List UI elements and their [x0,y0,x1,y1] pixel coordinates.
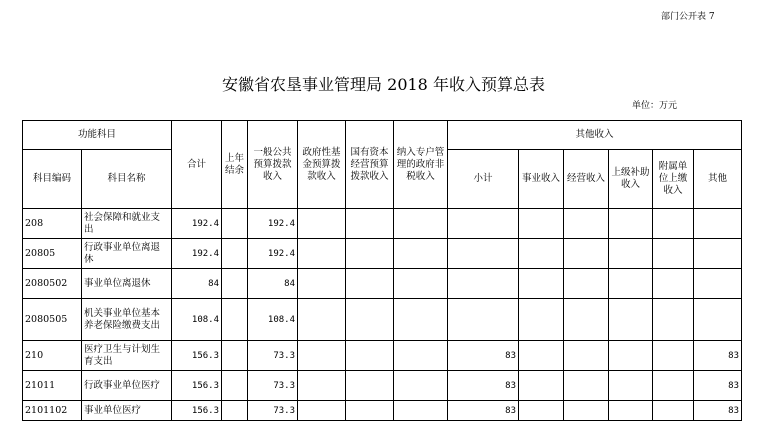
cell-gov-fund [298,269,346,299]
cell-subsidiary [653,239,694,269]
cell-subsidiary [653,401,694,421]
cell-state-capital [346,239,394,269]
cell-business [519,209,564,239]
cell-superior [609,269,653,299]
table-row [23,269,742,299]
cell-total: 156.3 [172,341,222,371]
cell-subtotal [448,269,519,299]
cell-superior [609,401,653,421]
header-superior-subsidy: 上级补助收入 [609,150,653,209]
header-carryover: 上年结余 [222,121,248,209]
cell-general: 108.4 [248,299,298,341]
cell-other: 83 [694,341,742,371]
header-other-income: 其他收入 [448,121,742,150]
cell-superior [609,371,653,401]
cell-carryover [222,341,248,371]
header-operating-income: 经营收入 [564,150,609,209]
cell-code: 208 [23,209,82,239]
cell-code: 210 [23,341,82,371]
cell-code: 20805 [23,239,82,269]
header-special-fiscal: 纳入专户管理的政府非税收入 [394,121,448,209]
cell-code: 2101102 [23,401,82,421]
cell-carryover [222,209,248,239]
cell-gov-fund [298,209,346,239]
table-row [23,239,742,269]
cell-subtotal [448,209,519,239]
table-row [23,299,742,341]
cell-name: 事业单位医疗 [82,401,172,421]
cell-carryover [222,239,248,269]
cell-state-capital [346,371,394,401]
header-subject-code: 科目编码 [23,150,82,209]
cell-total: 156.3 [172,401,222,421]
cell-general: 84 [248,269,298,299]
cell-state-capital [346,299,394,341]
cell-other: 83 [694,401,742,421]
cell-special [394,371,448,401]
cell-special [394,341,448,371]
cell-general: 73.3 [248,401,298,421]
table-row [23,341,742,371]
cell-business [519,269,564,299]
cell-name: 行政事业单位医疗 [82,371,172,401]
cell-special [394,209,448,239]
table-row [23,209,742,239]
cell-operating [564,239,609,269]
cell-state-capital [346,341,394,371]
unit-label: 单位：万元 [632,101,678,111]
cell-subtotal: 83 [448,341,519,371]
cell-superior [609,341,653,371]
cell-subsidiary [653,341,694,371]
cell-code: 2080502 [23,269,82,299]
cell-total: 192.4 [172,239,222,269]
cell-other [694,209,742,239]
cell-gov-fund [298,371,346,401]
cell-subtotal: 83 [448,401,519,421]
cell-operating [564,371,609,401]
cell-total: 84 [172,269,222,299]
document-label: 部门公开表 7 [661,12,715,22]
cell-code: 2080505 [23,299,82,341]
cell-total: 156.3 [172,371,222,401]
cell-gov-fund [298,401,346,421]
cell-total: 108.4 [172,299,222,341]
cell-general: 73.3 [248,371,298,401]
header-general-budget: 一般公共预算拨款收入 [248,121,298,209]
cell-operating [564,341,609,371]
cell-total: 192.4 [172,209,222,239]
cell-subtotal [448,239,519,269]
cell-superior [609,239,653,269]
cell-state-capital [346,269,394,299]
cell-subsidiary [653,209,694,239]
header-total: 合计 [172,121,222,209]
cell-special [394,239,448,269]
cell-subsidiary [653,269,694,299]
cell-gov-fund [298,239,346,269]
cell-business [519,299,564,341]
cell-special [394,299,448,341]
cell-business [519,401,564,421]
header-state-capital: 国有资本经营预算拨款收入 [346,121,394,209]
cell-gov-fund [298,299,346,341]
cell-carryover [222,299,248,341]
cell-gov-fund [298,341,346,371]
cell-name: 社会保障和就业支出 [82,209,172,239]
header-subtotal: 小计 [448,150,519,209]
cell-other: 83 [694,371,742,401]
cell-special [394,401,448,421]
cell-code: 21011 [23,371,82,401]
cell-general: 73.3 [248,341,298,371]
cell-subtotal [448,299,519,341]
cell-business [519,239,564,269]
cell-name: 机关事业单位基本养老保险缴费支出 [82,299,172,341]
cell-subtotal: 83 [448,371,519,401]
cell-carryover [222,269,248,299]
cell-general: 192.4 [248,209,298,239]
header-subject-name: 科目名称 [82,150,172,209]
cell-subsidiary [653,371,694,401]
cell-carryover [222,371,248,401]
header-gov-fund: 政府性基金预算拨款收入 [298,121,346,209]
cell-special [394,269,448,299]
header-func-subject: 功能科目 [23,121,172,150]
page-title: 安徽省农垦事业管理局 2018 年收入预算总表 [222,75,545,94]
cell-business [519,341,564,371]
cell-name: 行政事业单位离退休 [82,239,172,269]
cell-other [694,269,742,299]
table-row [23,371,742,401]
cell-other [694,239,742,269]
header-other: 其他 [694,150,742,209]
cell-name: 事业单位离退休 [82,269,172,299]
budget-table [22,120,742,421]
cell-operating [564,269,609,299]
cell-superior [609,209,653,239]
cell-carryover [222,401,248,421]
cell-operating [564,299,609,341]
cell-name: 医疗卫生与计划生育支出 [82,341,172,371]
cell-operating [564,209,609,239]
table-row [23,401,742,421]
cell-other [694,299,742,341]
cell-operating [564,401,609,421]
cell-business [519,371,564,401]
cell-general: 192.4 [248,239,298,269]
header-business-income: 事业收入 [519,150,564,209]
header-subsidiary-remit: 附属单位上缴收入 [653,150,694,209]
cell-subsidiary [653,299,694,341]
cell-superior [609,299,653,341]
cell-state-capital [346,209,394,239]
cell-state-capital [346,401,394,421]
